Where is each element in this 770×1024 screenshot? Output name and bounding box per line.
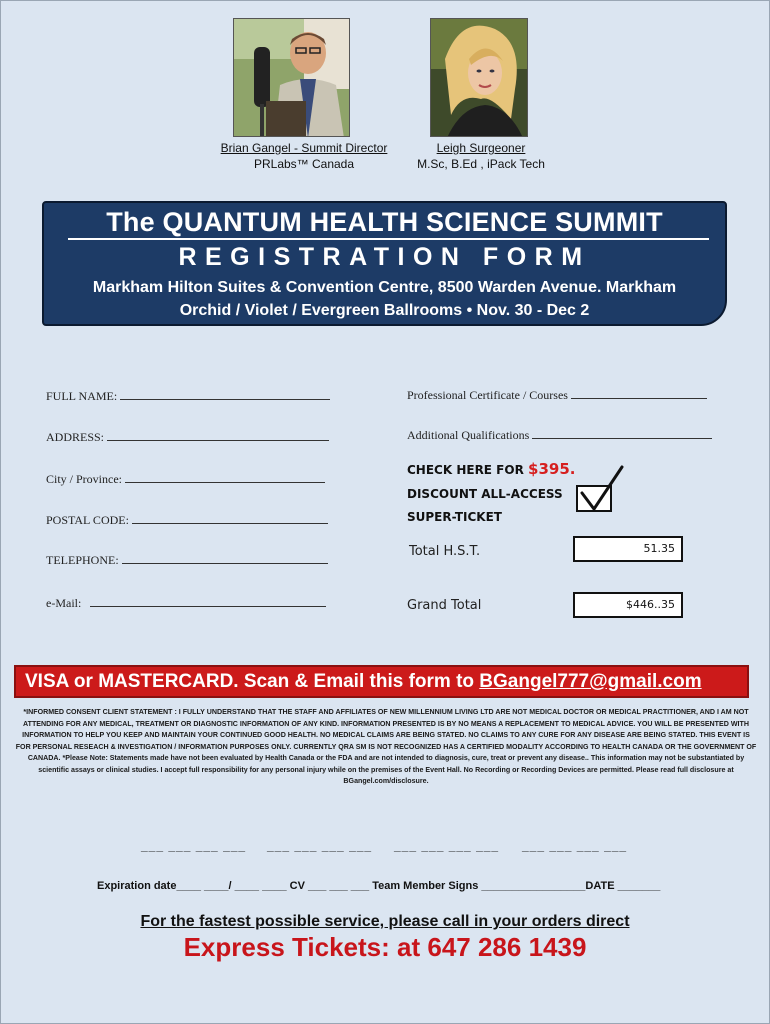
additional-qualifications-field[interactable] <box>407 428 712 443</box>
card-number-group-4[interactable]: ___ ___ ___ ___ <box>522 839 628 853</box>
speaker-caption-leigh <box>406 140 556 172</box>
additional-qualifications-label: Additional Qualifications <box>407 428 530 442</box>
title-underline <box>68 238 709 240</box>
email-label: e-Mail: <box>46 596 82 610</box>
postal-code-line[interactable] <box>132 513 328 524</box>
informed-consent-statement: *INFORMED CONSENT CLIENT STATEMENT : I FULLY UNDERSTAND THAT THE STAFF AND AFFILIATES OF NEW MILLENNIUM LIVING LTD ARE NOT MEDICAL DOCTOR OR MEDICAL PRACTITIONER, AND I AM NOT ATTENDING FOR ANY MEDICAL, TREATMENT OR DIAGNOSTIC INFORMATION OF ANY KIND. INFORMATION PRESENTED IS BY NO MEANS A REPLACEMENT TO MEDICAL ADVICE. YOU WILL BE PRESENTED WITH INFORMATION TO HELP YOU KEEP AND MAINTAIN YOUR CONTINUED GOOD HEALTH. NO MEDICAL CLAIMS ARE BEING STATED. NO CLAIMS TO ANY CURE FOR ANY DISEASE ARE BEING STATED. THIS EVENT IS FOR PERSONAL RESEACH & INVESTIGATION / INFORMATION PURPOSES ONLY. CURRENTLY QRA SM IS NOT RECOGNIZED HAS A CERTIFIED MODALITY ACCORDING TO HEALTH CANADA OR THE GOVERNMENT OF CANADA. *Please Note: Statements made have not been evaluated by Health Canada or the FDA and are not intended to diagnosis, cure, treat or prevent any disease.. This information may not be substantiated by scientific assays or clinical studies. I accept full responsibility for any personal injury while on the premises of the Event Hall. No Recording or Recording Devices are permitted. Please read full disclosure at BGangel.com/disclosure. <box>15 708 757 785</box>
city-province-line[interactable] <box>125 472 325 483</box>
form-subtitle: REGISTRATION FORM <box>178 243 591 271</box>
check-here-text: CHECK HERE FOR <box>407 463 529 477</box>
speaker-photo-brian <box>233 18 350 137</box>
grand-total-label: Grand Total <box>407 598 482 613</box>
checkmark-icon <box>576 463 626 513</box>
address-label: ADDRESS: <box>46 430 105 444</box>
additional-qualifications-line[interactable] <box>532 428 712 439</box>
super-ticket-label: SUPER-TICKET <box>407 510 502 524</box>
grand-total-box[interactable]: $446..35 <box>573 592 683 618</box>
telephone-field[interactable] <box>46 553 328 568</box>
discount-label: DISCOUNT ALL-ACCESS <box>407 487 563 501</box>
summit-title: The QUANTUM HEALTH SCIENCE SUMMIT <box>106 207 663 237</box>
speaker-photo-leigh <box>430 18 528 137</box>
speaker-name: Brian Gangel - Summit Director <box>220 141 388 155</box>
postal-code-label: POSTAL CODE: <box>46 513 129 527</box>
express-tickets-phone: Express Tickets: at 647 286 1439 <box>183 932 587 962</box>
professional-certificate-field[interactable] <box>407 388 707 403</box>
telephone-label: TELEPHONE: <box>46 553 119 567</box>
total-hst-box[interactable]: 51.35 <box>573 536 683 562</box>
email-field[interactable] <box>46 596 326 611</box>
speaker-org: M.Sc, B.Ed , iPack Tech <box>417 157 545 171</box>
check-here-label <box>407 460 575 478</box>
fastest-service-note: For the fastest possible service, please call in your orders direct <box>140 913 630 930</box>
payment-email-link[interactable]: BGangel777@gmail.com <box>479 671 702 692</box>
card-number-group-3[interactable]: ___ ___ ___ ___ <box>394 839 500 853</box>
speaker-caption-brian <box>209 140 399 172</box>
city-province-field[interactable] <box>46 472 325 487</box>
full-name-field[interactable] <box>46 389 330 404</box>
address-line[interactable] <box>107 430 329 441</box>
venue-rooms-dates: Orchid / Violet / Evergreen Ballrooms • Nov. 30 - Dec 2 <box>179 302 590 319</box>
telephone-line[interactable] <box>122 553 328 564</box>
speaker-name: Leigh Surgeoner <box>436 141 526 155</box>
ticket-price: $395. <box>528 460 576 478</box>
professional-certificate-label: Professional Certificate / Courses <box>407 388 568 402</box>
full-name-label: FULL NAME: <box>46 389 118 403</box>
professional-certificate-line[interactable] <box>571 388 707 399</box>
city-province-label: City / Province: <box>46 472 122 486</box>
payment-instructions-bar <box>14 665 749 698</box>
payment-text: VISA or MASTERCARD. Scan & Email this form to <box>25 671 480 692</box>
speaker-org: PRLabs™ Canada <box>253 157 355 171</box>
card-number-group-2[interactable]: ___ ___ ___ ___ <box>267 839 373 853</box>
full-name-line[interactable] <box>120 389 330 400</box>
postal-code-field[interactable] <box>46 513 328 528</box>
summit-banner <box>42 201 727 326</box>
venue-address: Markham Hilton Suites & Convention Centre, 8500 Warden Avenue. Markham <box>92 279 677 296</box>
address-field[interactable] <box>46 430 329 445</box>
expiry-cv-signature-line[interactable]: Expiration date____ ____/ ____ ____ CV ___ ___ ___ Team Member Signs _________________DATE _______ <box>97 880 661 892</box>
email-line[interactable] <box>90 596 326 607</box>
total-hst-label: Total H.S.T. <box>409 544 481 559</box>
card-number-group-1[interactable]: ___ ___ ___ ___ <box>141 839 247 853</box>
